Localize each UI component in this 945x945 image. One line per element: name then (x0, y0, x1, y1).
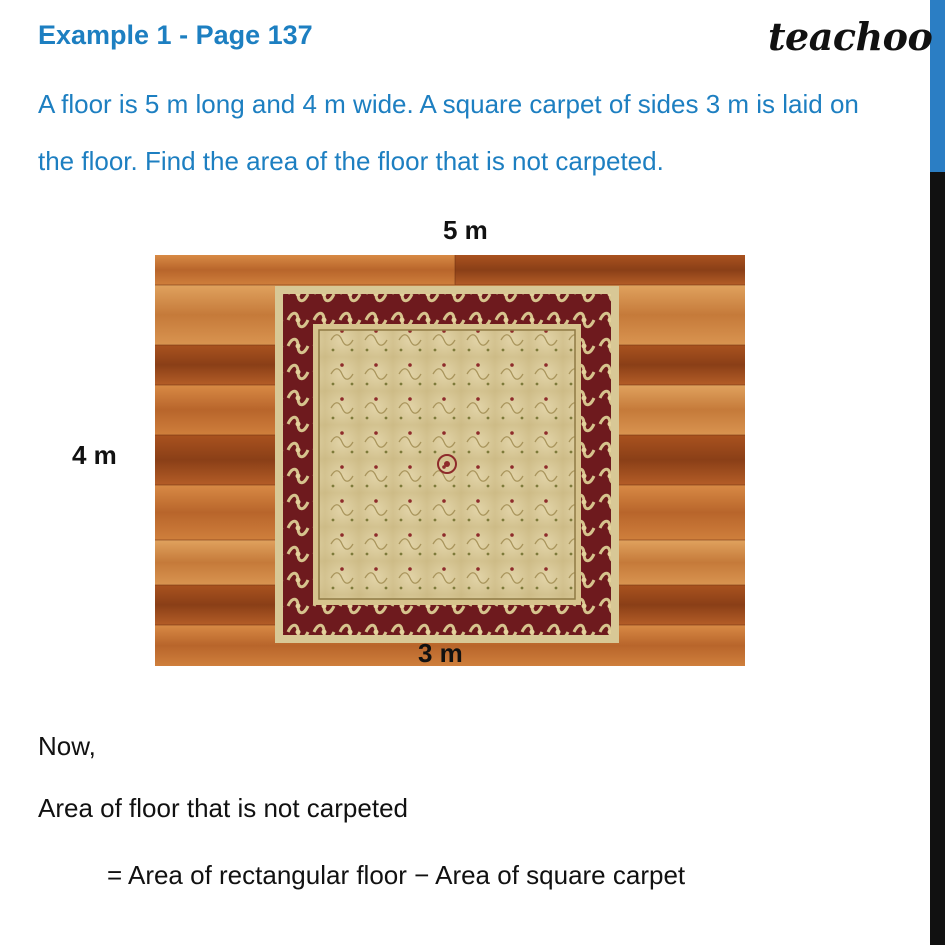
area-formula: = Area of rectangular floor − Area of square carpet (107, 860, 686, 890)
floor-width-label: 4 m (72, 440, 117, 470)
example-title: Example 1 - Page 137 (38, 20, 313, 50)
area-statement: Area of floor that is not carpeted (38, 793, 408, 823)
teachoo-logo: teachoo (768, 14, 933, 59)
floor-carpet-diagram (155, 255, 745, 666)
square-carpet (275, 286, 619, 643)
now-text: Now, (38, 731, 96, 761)
problem-statement: A floor is 5 m long and 4 m wide. A square carpet of sides 3 m is laid on the floor. Find the area of the floor that is not carpeted. (38, 89, 859, 176)
carpet-side-label: 3 m (418, 638, 463, 668)
floor-length-label: 5 m (443, 215, 488, 245)
